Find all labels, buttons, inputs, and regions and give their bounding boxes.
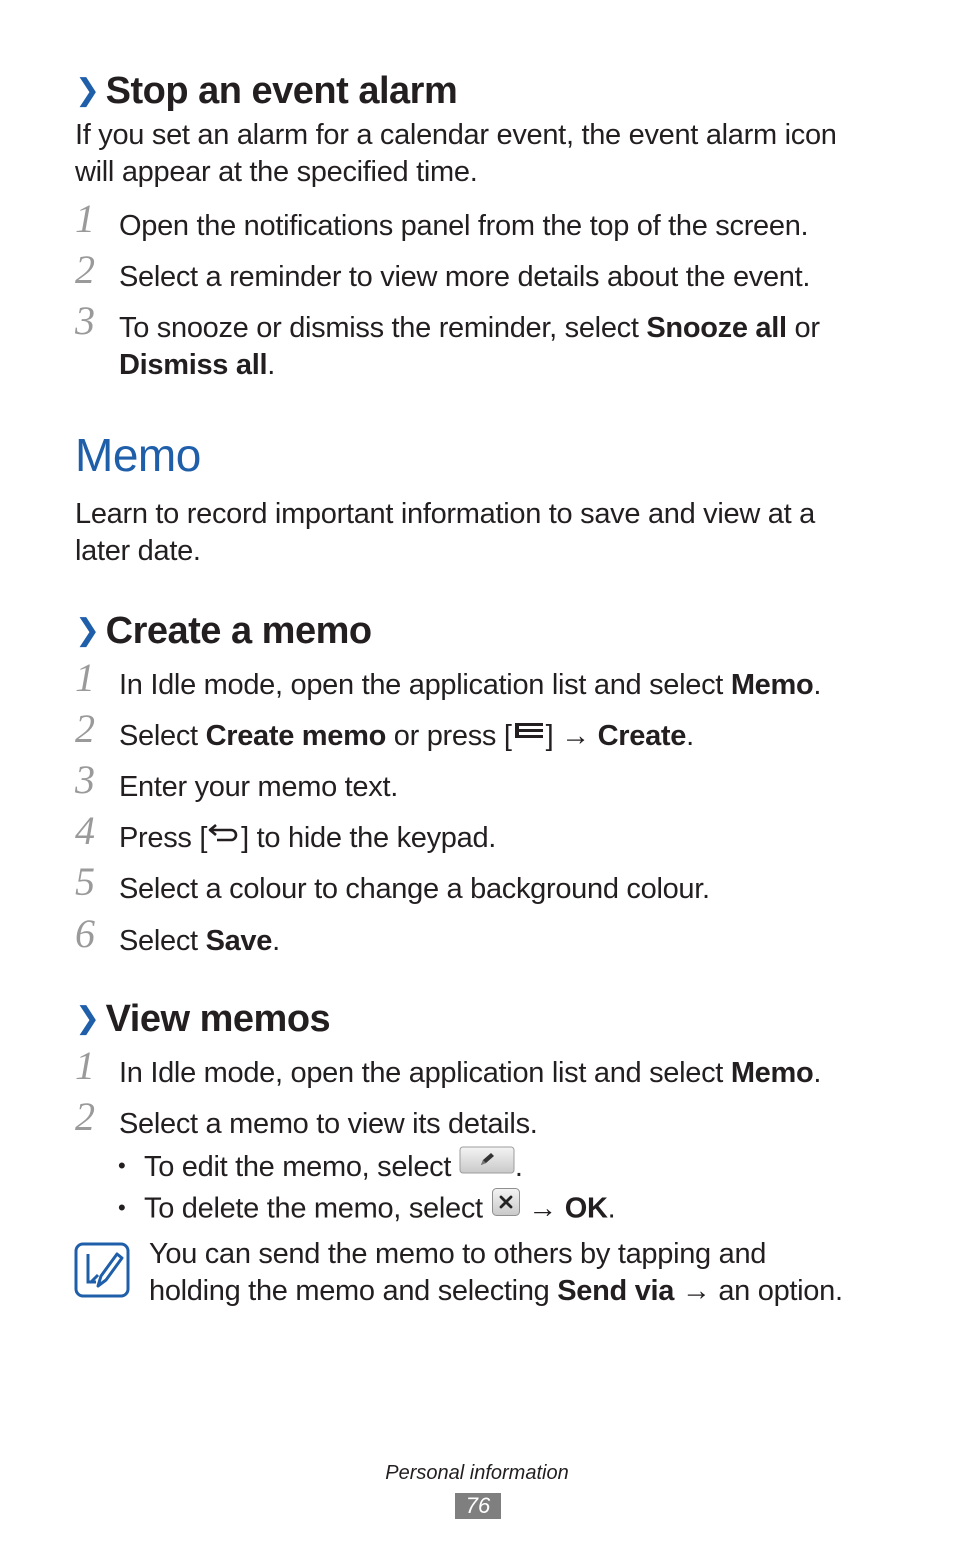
send-via-label: Send via [557, 1275, 675, 1307]
menu-key-icon [512, 716, 546, 753]
step-text: Select a memo to view its details. [119, 1108, 538, 1140]
stop-alarm-intro: If you set an alarm for a calendar event, the event alarm icon will appear at the specified time. [75, 119, 837, 188]
back-key-icon [207, 818, 241, 855]
step-text: In Idle mode, open the application list and select Memo. [119, 669, 822, 701]
dismiss-all-label: Dismiss all [119, 349, 268, 381]
step-number: 2 [75, 247, 95, 292]
chevron-right-icon: ❯ [75, 614, 100, 647]
bullet-delete-memo: • To delete the memo, select → OK. [118, 1190, 615, 1230]
chevron-right-icon: ❯ [75, 1002, 100, 1035]
step-number: 3 [75, 298, 95, 343]
note-icon [74, 1242, 130, 1298]
step-text: Open the notifications panel from the top of the screen. [119, 210, 809, 242]
snooze-all-label: Snooze all [646, 312, 787, 344]
section-heading-stop-alarm: ❯ Stop an event alarm [75, 70, 458, 112]
bullet-dot: • [118, 1194, 126, 1220]
step-number: 1 [75, 1043, 95, 1088]
step-text: Select Save. [119, 925, 280, 957]
step-text: Select Create memo or press [ ] → Create. [119, 718, 879, 756]
note-text: You can send the memo to others by tapping and holding the memo and selecting Send via → an option. [149, 1238, 843, 1307]
step-text: Enter your memo text. [119, 771, 398, 803]
memo-intro: Learn to record important information to save and view at a later date. [75, 498, 815, 567]
step-number: 4 [75, 808, 95, 853]
page-title: Memo [75, 429, 201, 481]
step-number: 6 [75, 911, 95, 956]
step-text: To snooze or dismiss the reminder, select Snooze all or Dismiss all. [119, 312, 820, 381]
section-heading-view-memos: ❯ View memos [75, 998, 331, 1040]
delete-x-icon [491, 1187, 521, 1227]
step-text: In Idle mode, open the application list and select Memo. [119, 1057, 822, 1089]
footer-section-title: Personal information [385, 1462, 569, 1484]
step-text: Press [ ] to hide the keypad. [119, 820, 879, 858]
step-number: 2 [75, 1094, 95, 1139]
step-number: 3 [75, 757, 95, 802]
chevron-right-icon: ❯ [75, 74, 100, 107]
section-heading-create-memo: ❯ Create a memo [75, 610, 372, 652]
step-number: 1 [75, 196, 95, 241]
page-number: 76 [455, 1493, 501, 1519]
step-number: 1 [75, 655, 95, 700]
edit-pencil-icon [459, 1146, 515, 1184]
step-number: 5 [75, 859, 95, 904]
step-number: 2 [75, 706, 95, 751]
bullet-dot: • [118, 1153, 126, 1178]
step-text: Select a colour to change a background colour. [119, 873, 710, 905]
bullet-edit-memo: • To edit the memo, select . [118, 1149, 523, 1187]
step-text: Select a reminder to view more details about the event. [119, 261, 811, 293]
